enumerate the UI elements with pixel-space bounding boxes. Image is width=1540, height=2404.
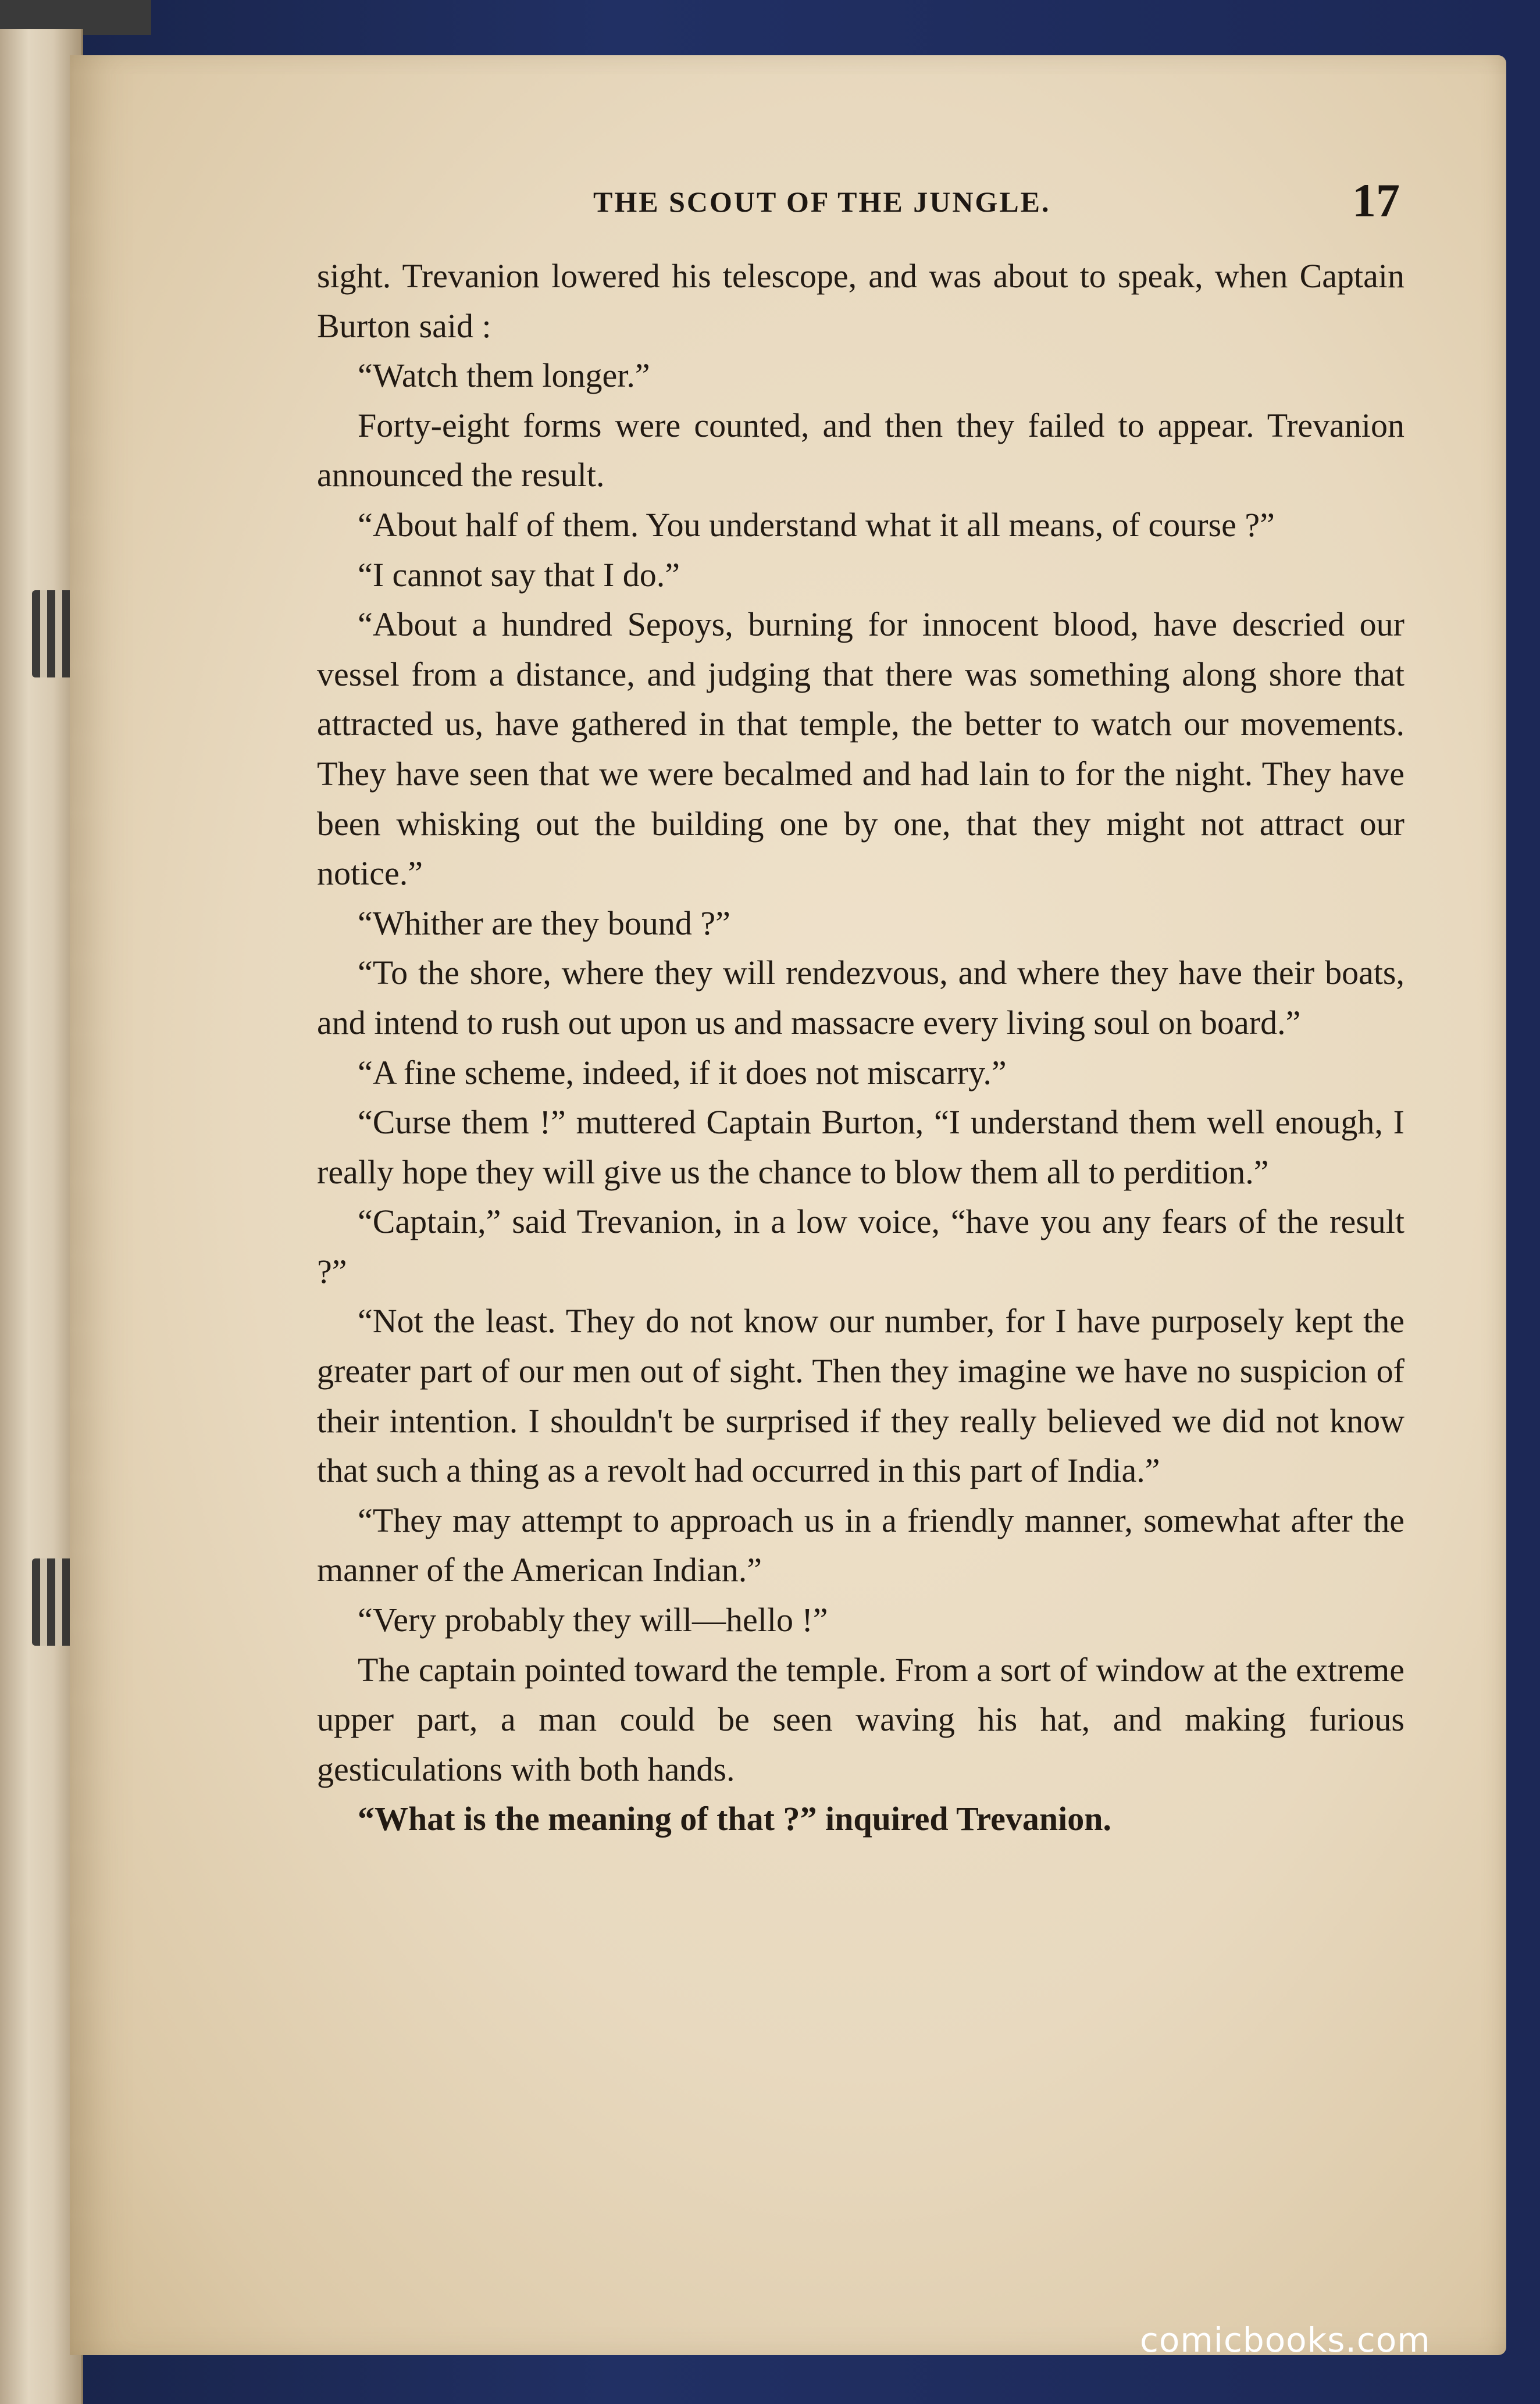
paragraph: “What is the meaning of that ?” inquired Trevanion. [358,1800,1112,1838]
paragraph: sight. Trevanion lowered his telescope, and was about to speak, when Captain Burton said : [317,257,1404,345]
paragraph: “Whither are they bound ?” [358,904,730,942]
paragraph: “About half of them. You understand what it all means, of course ?” [358,505,1275,544]
paragraph: “Not the least. They do not know our number, for I have purposely kept the greater part of our men out of sight. Then they imagine we have no suspicion of their intention. I shouldn't be surprised if they really believed we did not know that such a thing as a revolt had occurred in this part of India.” [317,1302,1404,1490]
paragraph: “Watch them longer.” [358,356,650,395]
paragraph: “I cannot say that I do.” [358,555,680,594]
paragraph: “A fine scheme, indeed, if it does not miscarry.” [358,1053,1007,1092]
watermark: comicbooks.com [1140,2320,1431,2360]
paragraph: “Very probably they will—hello !” [358,1601,828,1639]
body-text [317,251,1404,1844]
paragraph: “Captain,” said Trevanion, in a low voice, “have you any fears of the result ?” [317,1203,1404,1290]
paragraph: “To the shore, where they will rendezvous, and where they have their boats, and intend to rush out upon us and massacre every living soul on board.” [317,954,1404,1042]
paragraph: “Curse them !” muttered Captain Burton, “I understand them well enough, I really hope they will give us the chance to blow them all to perdition.” [317,1103,1404,1191]
page-number: 17 [1352,174,1400,227]
paragraph: Forty-eight forms were counted, and then they failed to appear. Trevanion announced the result. [317,406,1404,494]
running-head: THE SCOUT OF THE JUNGLE. [593,186,1051,218]
paragraph: The captain pointed toward the temple. From a sort of window at the extreme upper part, a man could be seen waving his hat, and making furious gesticulations with both hands. [317,1650,1404,1788]
paragraph: “About a hundred Sepoys, burning for innocent blood, have descried our vessel from a distance, and judging that there was something along shore that attracted us, have gathered in that temple, the better to watch our movements. They have seen that we were becalmed and had lain to for the night. They have been whisking out the building one by one, that they might not attract our notice.” [317,605,1404,893]
paragraph: “They may attempt to approach us in a friendly manner, somewhat after the manner of the American Indian.” [317,1501,1404,1589]
